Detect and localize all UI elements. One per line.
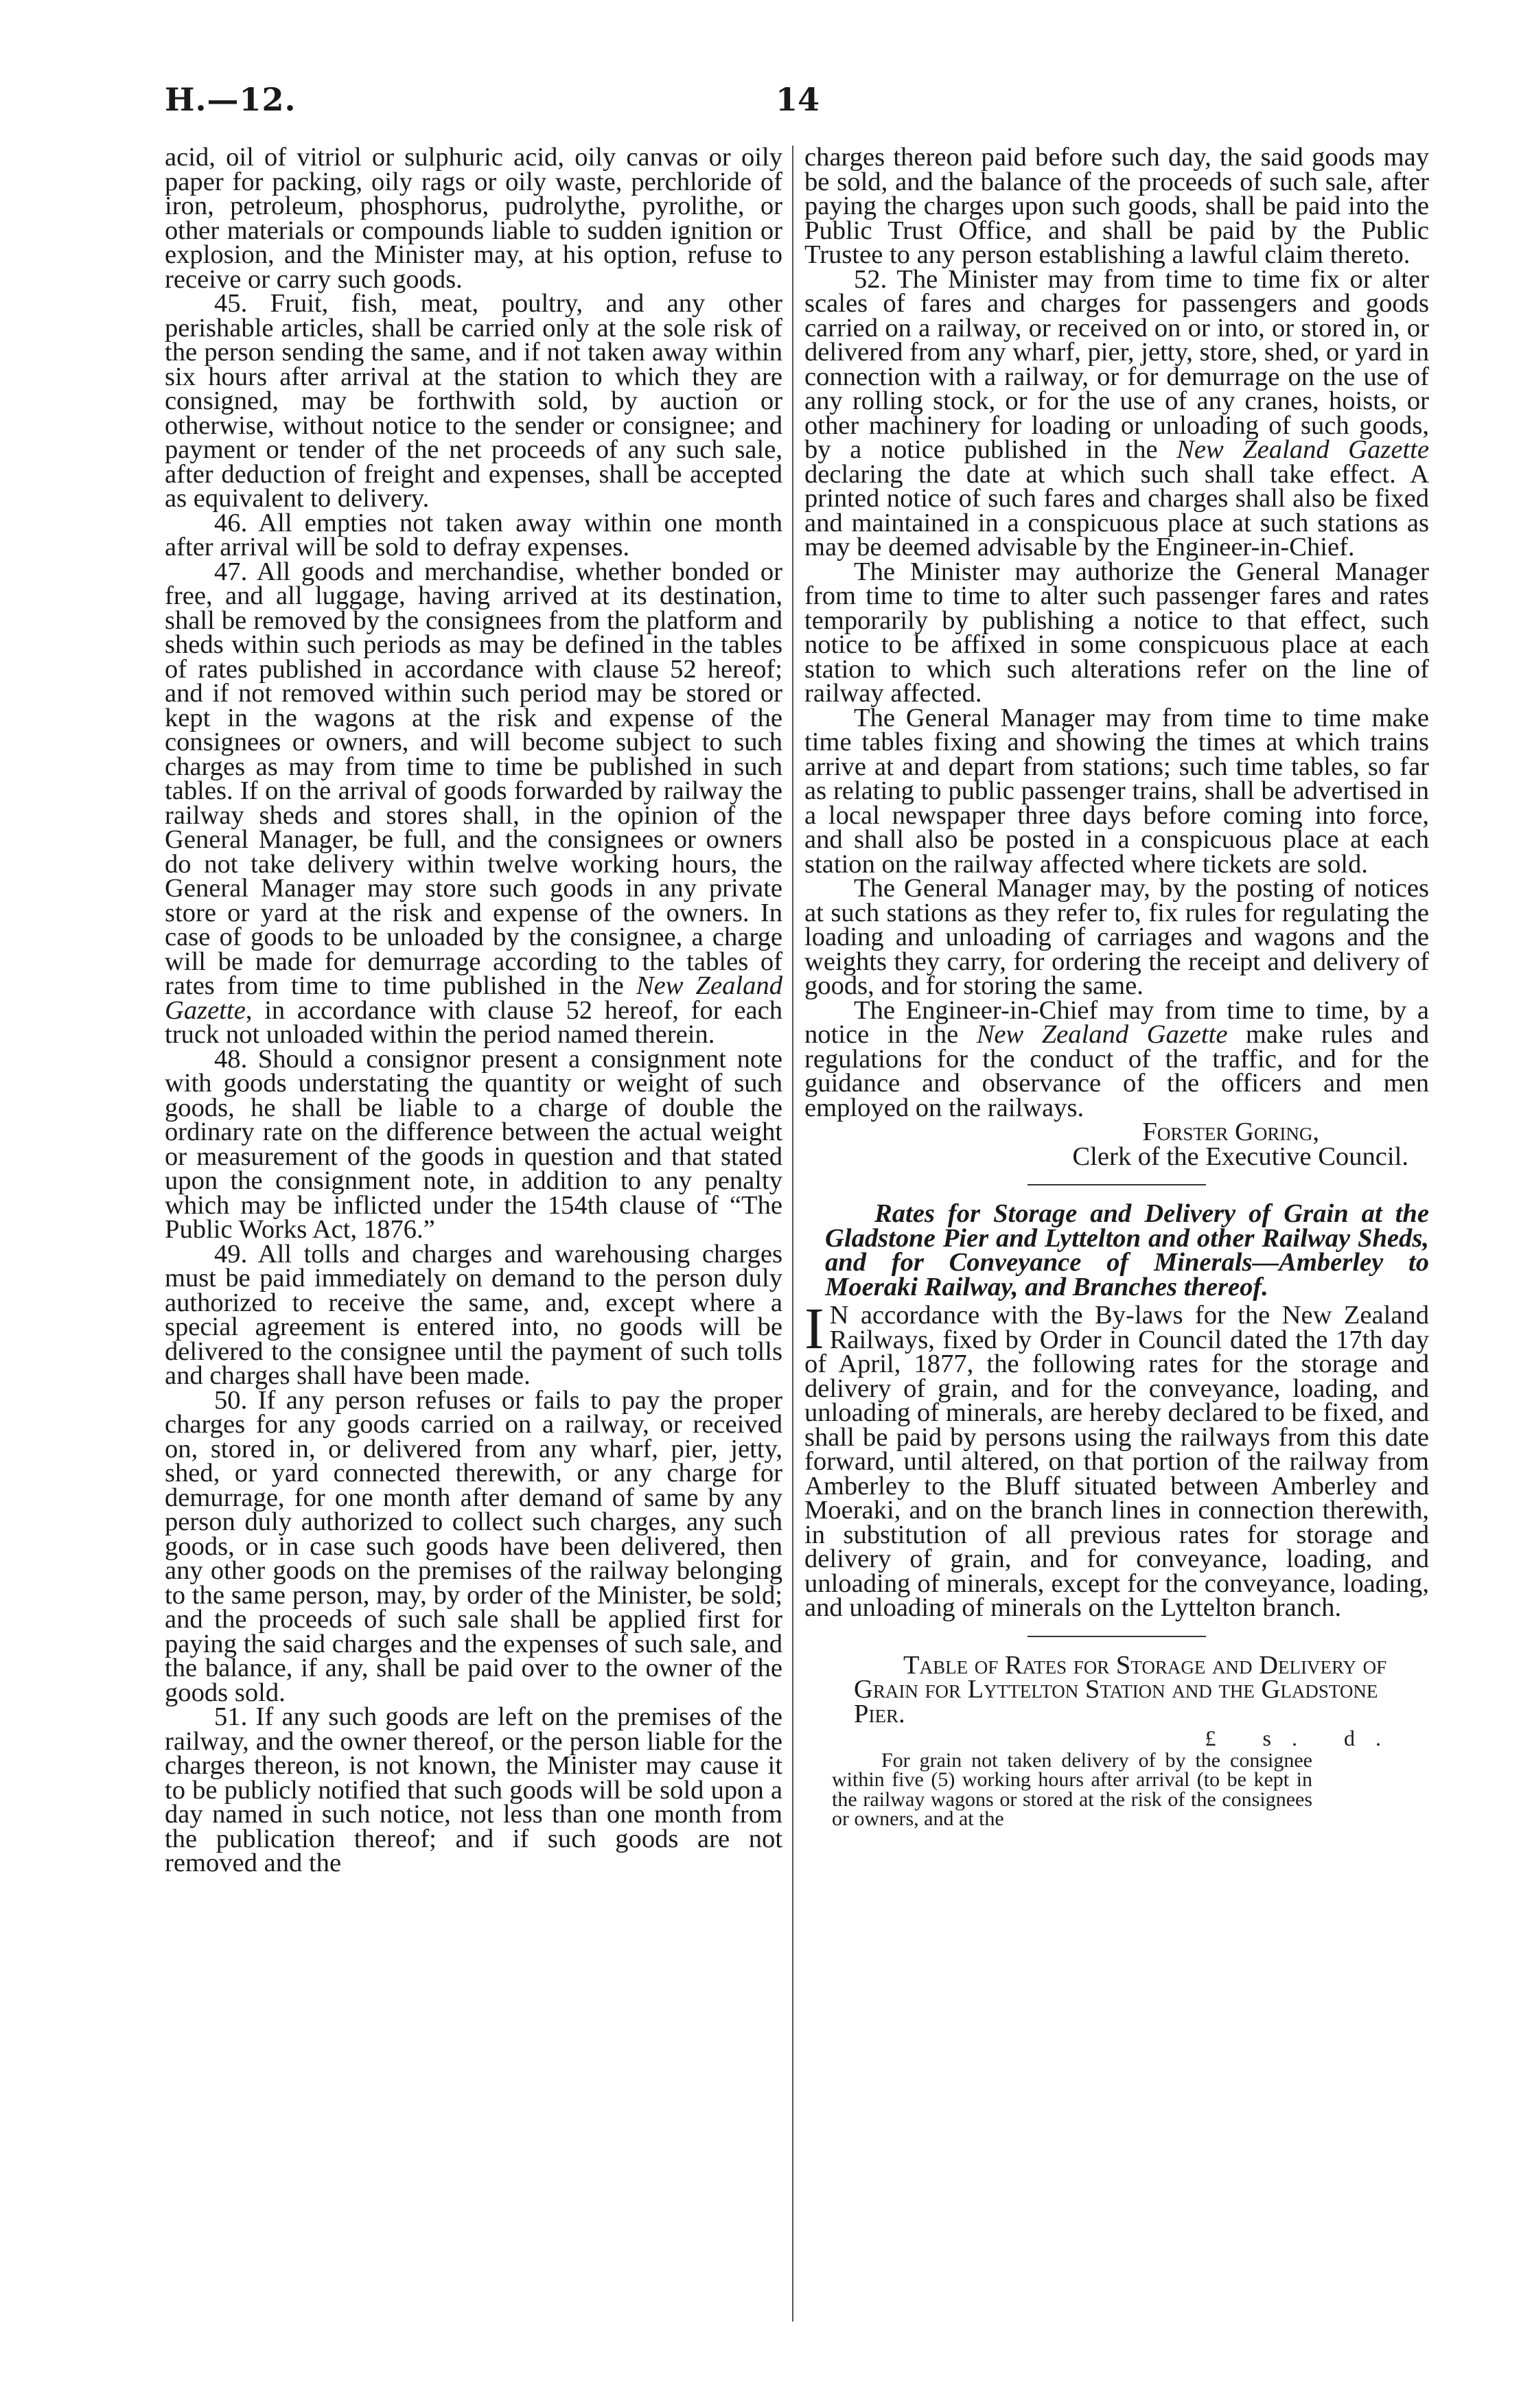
clause-47 <box>165 557 782 1049</box>
accordance-paragraph <box>804 1295 1429 1622</box>
gazette-title: New Zealand Gazette <box>1176 435 1429 464</box>
clause-48: 48. Should a consignor present a consignment note with goods understating the quantity or weight of such goods, he shall be liable to a charge of double the ordinary rate on the difference between the actual weight or measurement of the goods in question and that stated upon the consignment note, in addition to any penalty which may be inflicted under the 154th clause of “The Public Works Act, 1876.” <box>165 1044 782 1244</box>
paragraph-continued: charges thereon paid before such day, the said goods may be sold, and the balance of the proceeds of such sale, after paying the charges upon such goods, shall be paid into the Public Trust Office, and shall be paid by the Public Trustee to any person establishing a lawful claim thereto. <box>804 146 1429 269</box>
accordance-text: N accordance with the By-laws for the New Zealand Railways, fixed by Order in Council dated the 17th day of April, 1877, the following rates for the storage and delivery of grain, and for the conveyance, loading, and unloading of minerals, are hereby declared to be fixed, and shall be paid by persons using the railways from this date forward, until altered, on that portion of the railway from Amberley to the Bluff situated between Amberley and Moeraki, and on the branch lines in connection therewith, in substitution of all previous rates for storage and delivery of grain, and for conveyance, loading, and unloading of minerals, except for the conveyance, loading, and unloading of minerals on the Lyttelton branch. <box>804 1301 1429 1622</box>
engineer-text-b: make rules and regulations for the conduct of the traffic, and for the guidance and observance of the officers and men employed on the railways. <box>804 1020 1429 1122</box>
clause-51: 51. If any such goods are left on the premises of the railway, and the owner thereof, or the person liable for the charges thereon, is not known, the Minister may cause it to be publicly notified that such goods will be sold upon a day named in such notice, not less than one month from the publication thereof; and if such goods are not removed and the <box>165 1702 782 1877</box>
page-number: 14 <box>776 81 820 118</box>
general-manager-rules: The General Manager may, by the posting of notices at such stations as they refer to, fix rules for regulating the loading and unloading of carriages and wagons and the weights they carry, for ordering the receipt and delivery of goods, and for storing the same. <box>804 874 1429 1000</box>
signature-title: Clerk of the Executive Council. <box>1072 1142 1408 1171</box>
engineer-in-chief-rules <box>804 995 1429 1122</box>
left-column <box>165 146 782 2315</box>
column-divider <box>792 146 793 2322</box>
clause-45: 45. Fruit, fish, meat, poultry, and any other perishable articles, shall be carried only at the sole risk of the person sending the same, and if not taken away within six hours after arrival at the station to which they are consigned, may be forthwith sold, by auction or otherwise, without notice to the sender or consignee; and payment or tender of the net proceeds of any such sale, after deduction of freight and expenses, shall be accepted as equivalent to delivery. <box>165 289 782 513</box>
clause-47-text-b: , in accordance with clause 52 hereof, for each truck not unloaded within the period named therein. <box>165 995 782 1049</box>
section-title: Rates for Storage and Delivery of Grain at the Gladstone Pier and Lyttelton and other Railway Sheds, and for Conveyance of Minerals—Amberley to Moeraki Railway, and Branches thereof. <box>825 1199 1429 1301</box>
clause-52 <box>804 264 1429 562</box>
signature-name: Forster Goring, <box>1142 1118 1319 1146</box>
right-column <box>804 146 1429 2315</box>
clause-49: 49. All tolls and charges and warehousing charges must be paid immediately on demand to the person duly authorized to receive the same, and, except where a special agreement is entered into, no goods will be delivered to the consignee until the payment of such tolls and charges shall have been made. <box>165 1239 782 1390</box>
money-column-headers: £ s. d. <box>1205 1726 1402 1750</box>
clause-50: 50. If any person refuses or fails to pay the proper charges for any goods carried on a railway, or received on, stored in, or delivered from any wharf, pier, jetty, shed, or yard connected therewith, or any charge for demurrage, for one month after demand of same by any person duly authorized to collect such charges, any such goods, or in case such goods have been delivered, then any other goods on the premises of the railway belonging to the same person, may, by order of the Minister, be sold; and the proceeds of such sale shall be applied first for paying the said charges and the expenses of such sale, and the balance, if any, shall be paid over to the owner of the goods sold. <box>165 1385 782 1707</box>
general-manager-fares: The Minister may authorize the General Manager from time to time to alter such passenger fares and rates temporarily by publishing a notice to that effect, such notice to be affixed in some conspicuous place at each station to which such alterations refer on the line of railway affected. <box>804 557 1429 708</box>
clause-52-text-a: 52. The Minister may from time to time fix or alter scales of fares and charges for passengers and goods carried on a railway, or received on or into, or stored in, or delivered from any wharf, pier, jetty, store, shed, or yard in connection with a railway, or for demurrage on the use of any rolling stock, or for the use of any cranes, hoists, or other machinery for loading or unloading of such goods, by a notice published in the <box>804 264 1429 464</box>
page-header <box>165 81 1422 129</box>
gazette-title: New Zealand Gazette <box>165 971 782 1025</box>
gazette-title: New Zealand Gazette <box>976 1020 1228 1049</box>
engineer-text-a: The Engineer-in-Chief may from time to time, by a notice in the <box>804 995 1429 1049</box>
clause-52-text-b: declaring the date at which such shall take effect. A printed notice of such fares and charges shall also be fixed and maintained in a conspicuous place at such stations as may be deemed advisable by the Engineer-in-Chief. <box>804 459 1429 562</box>
paragraph-continued: acid, oil of vitriol or sulphuric acid, oily canvas or oily paper for packing, oily rags or oily waste, perchloride of iron, petroleum, phosphorus, pudrolythe, pyrolithe, or other materials or compounds liable to sudden ignition or explosion, and the Minister may, at his option, refuse to receive or carry such goods. <box>165 146 782 294</box>
general-manager-timetables: The General Manager may from time to time make time tables fixing and showing the times at which trains arrive at and depart from stations; such time tables, so far as relating to public passenger trains, shall be advertised in a local newspaper three days before coming into force, and shall also be posted in a conspicuous place at each station on the railway affected where tickets are sold. <box>804 703 1429 879</box>
clause-46: 46. All empties not taken away within one month after arrival will be sold to defray expenses. <box>165 508 782 562</box>
section-rule <box>1028 1184 1206 1185</box>
table-row: For grain not taken delivery of by the consignee within five (5) working hours after arrival (to be kept in the railway wagons or stored at the risk of the consignees or owners, and at the <box>832 1748 1312 1830</box>
clause-47-text-a: 47. All goods and merchandise, whether bonded or free, and all luggage, having arrived at its destination, shall be removed by the consignees from the platform and sheds within such periods as may be defined in the tables of rates published in accordance with clause 52 hereof; and if not removed within such period may be stored or kept in the wagons at the risk and expense of the consignees or owners, and will become subject to such charges as may from time to time be published in such tables. If on the arrival of goods forwarded by railway the railway sheds and stores shall, in the opinion of the General Manager, be full, and the consignees or owners do not take delivery within twelve working hours, the General Manager may store such goods in any private store or yard at the risk and expense of the owners. In case of goods to be unloaded by the consignee, a charge will be made for demurrage according to the tables of rates from time to time published in the <box>165 557 782 1000</box>
document-reference: H.—12. <box>165 81 297 118</box>
section-rule <box>1028 1636 1206 1637</box>
table-title: Table of Rates for Storage and Delivery of Grain for Lyttelton Station and the Gladstone Pier. <box>854 1650 1387 1728</box>
drop-cap: I <box>804 1295 824 1361</box>
